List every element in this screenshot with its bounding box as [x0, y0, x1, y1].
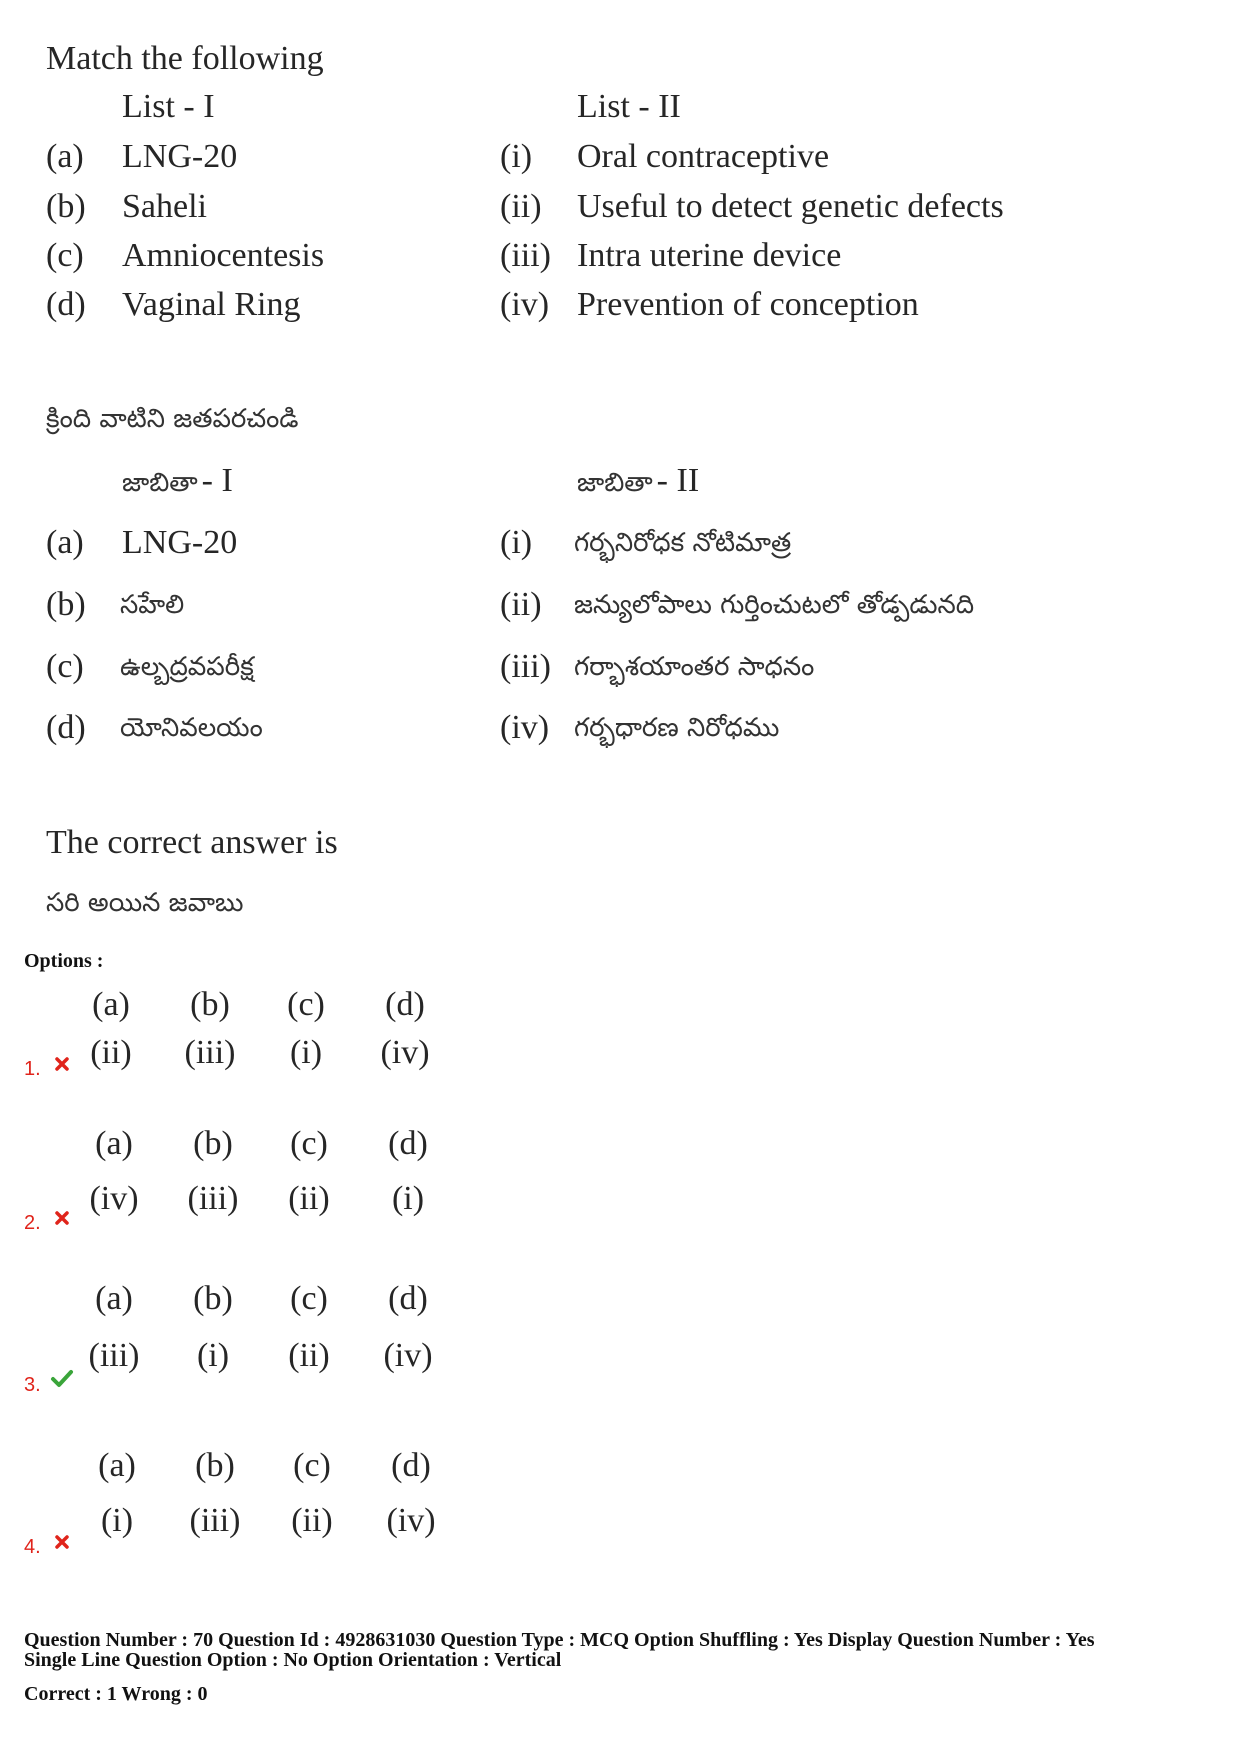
row-label: (i): [500, 138, 533, 175]
telugu-list2-suffix: - II: [656, 462, 700, 499]
option-value-cell: (ii): [288, 1180, 330, 1217]
answer-prompt-en: The correct answer is: [46, 824, 338, 861]
telugu-list1-prefix: జాబితా: [122, 468, 198, 498]
list1-item: Saheli: [122, 188, 207, 225]
option-header-cell: (d): [388, 1125, 428, 1162]
row-label: (a): [46, 138, 84, 175]
option-header-cell: (d): [385, 986, 425, 1023]
row-label: (c): [46, 237, 84, 274]
question-meta-line3: Correct : 1 Wrong : 0: [24, 1683, 208, 1705]
option-value-cell: (iii): [189, 1502, 241, 1539]
row-label: (b): [46, 586, 86, 623]
checkmark-icon: [50, 1368, 74, 1388]
row-label: (iv): [500, 286, 550, 323]
row-label: (iii): [500, 237, 551, 274]
list1-item: LNG-20: [122, 138, 238, 175]
option-header-cell: (b): [193, 1125, 233, 1162]
telugu-list1-suffix: - I: [201, 462, 233, 499]
cross-icon: [54, 1056, 70, 1072]
option-value-cell: (i): [100, 1502, 134, 1539]
option-number: 3.: [24, 1374, 41, 1396]
telugu-list2-prefix: జాబితా: [577, 468, 653, 498]
option-header-cell: (c): [290, 1125, 328, 1162]
row-label: (d): [46, 286, 86, 323]
options-label: Options :: [24, 950, 104, 972]
list2-item: Oral contraceptive: [577, 138, 830, 175]
option-header-cell: (b): [193, 1280, 233, 1317]
list2-item: గర్భాశయాంతర సాధనం: [574, 652, 815, 682]
option-header-cell: (a): [98, 1447, 136, 1484]
list1-item: Vaginal Ring: [122, 286, 301, 323]
telugu-list2-header: [577, 462, 699, 504]
cross-icon: [54, 1210, 70, 1226]
question-meta-line1: Question Number : 70 Question Id : 4928631030 Question Type : MCQ Option Shuffling : Yes Display Question Number : Yes: [24, 1629, 1095, 1651]
row-label: (b): [46, 188, 86, 225]
row-label: (iii): [500, 648, 551, 685]
list2-item: గర్భనిరోధక నోటిమాత్ర: [574, 528, 792, 558]
row-label: (a): [46, 524, 84, 561]
option-value-cell: (i): [196, 1337, 230, 1374]
list2-item: Intra uterine device: [577, 237, 842, 274]
list1-item: యోనివలయం: [120, 713, 263, 743]
list2-item: Prevention of conception: [577, 286, 919, 323]
option-value-cell: (ii): [90, 1034, 132, 1071]
option-header-cell: (c): [293, 1447, 331, 1484]
option-value-cell: (iii): [88, 1337, 140, 1374]
option-header-cell: (a): [95, 1280, 133, 1317]
option-header-cell: (b): [190, 986, 230, 1023]
list2-item: Useful to detect genetic defects: [577, 188, 1004, 225]
telugu-list1-header: [122, 462, 233, 504]
list2-header: List - II: [577, 88, 681, 125]
option-number: 2.: [24, 1212, 41, 1234]
option-header-cell: (a): [92, 986, 130, 1023]
option-value-cell: (iv): [386, 1502, 436, 1539]
list1-item: ఉల్బద్రవపరీక్ష: [120, 652, 254, 682]
option-number: 1.: [24, 1058, 41, 1080]
option-header-cell: (c): [287, 986, 325, 1023]
option-value-cell: (ii): [291, 1502, 333, 1539]
option-value-cell: (i): [391, 1180, 425, 1217]
row-label: (i): [500, 524, 533, 561]
row-label: (ii): [500, 586, 542, 623]
option-header-cell: (d): [388, 1280, 428, 1317]
question-heading: Match the following: [46, 40, 324, 77]
list1-item: LNG-20: [122, 524, 238, 561]
option-value-cell: (iii): [187, 1180, 239, 1217]
list2-item: గర్భధారణ నిరోధము: [574, 713, 780, 743]
option-header-cell: (d): [391, 1447, 431, 1484]
telugu-heading: క్రింది వాటిని జతపరచండి: [46, 404, 299, 434]
option-value-cell: (ii): [288, 1337, 330, 1374]
list1-header: List - I: [122, 88, 215, 125]
row-label: (c): [46, 648, 84, 685]
list1-item: సహేలి: [120, 590, 185, 620]
list2-item: జన్యులోపాలు గుర్తించుటలో తోడ్పడునది: [574, 590, 975, 620]
option-header-cell: (a): [95, 1125, 133, 1162]
question-meta-line2: Single Line Question Option : No Option Orientation : Vertical: [24, 1649, 562, 1671]
row-label: (d): [46, 709, 86, 746]
row-label: (ii): [500, 188, 542, 225]
option-header-cell: (b): [195, 1447, 235, 1484]
row-label: (iv): [500, 709, 550, 746]
option-number: 4.: [24, 1536, 41, 1558]
option-value-cell: (iii): [184, 1034, 236, 1071]
option-value-cell: (iv): [383, 1337, 433, 1374]
option-value-cell: (i): [289, 1034, 323, 1071]
list1-item: Amniocentesis: [122, 237, 325, 274]
option-header-cell: (c): [290, 1280, 328, 1317]
option-value-cell: (iv): [89, 1180, 139, 1217]
cross-icon: [54, 1534, 70, 1550]
answer-prompt-te: సరి అయిన జవాబు: [46, 888, 244, 918]
option-value-cell: (iv): [380, 1034, 430, 1071]
